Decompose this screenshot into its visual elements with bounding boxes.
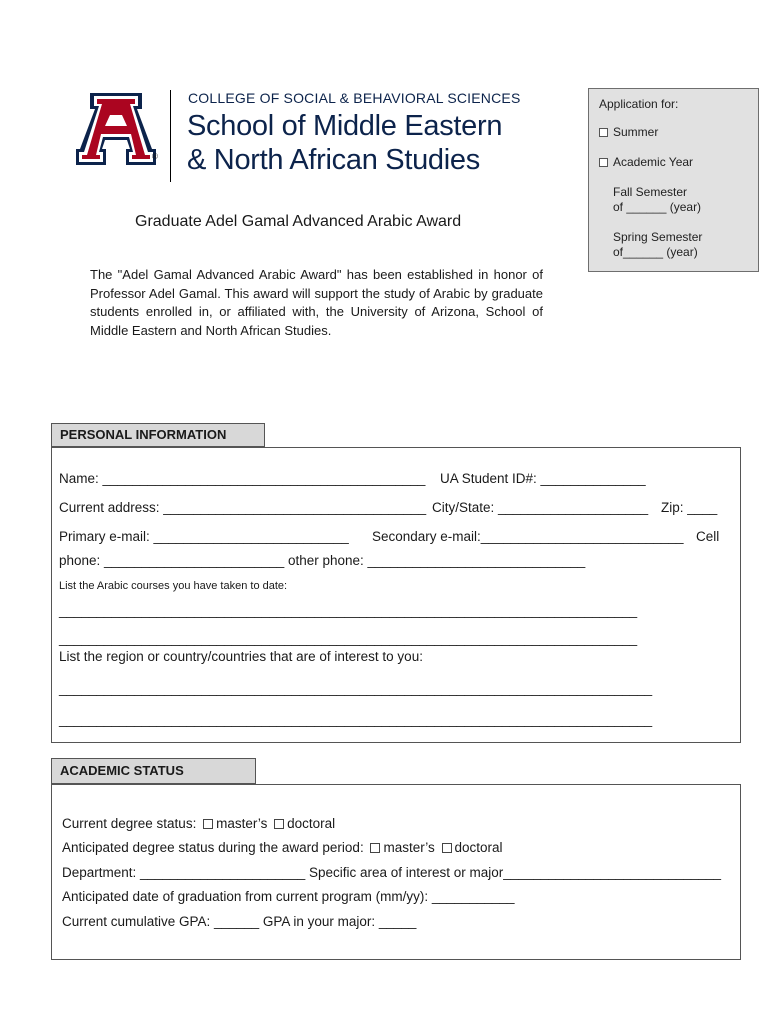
summer-checkbox[interactable] xyxy=(599,128,608,137)
anticipated-status-label: Anticipated degree status during the award period: xyxy=(62,840,364,855)
award-title: Graduate Adel Gamal Advanced Arabic Award xyxy=(135,213,462,230)
fall-semester-year[interactable]: of ______ (year) xyxy=(613,200,702,214)
degree-doctoral-checkbox[interactable] xyxy=(274,819,284,829)
region-blank-1[interactable]: _______________________________________________________________________________ xyxy=(59,681,653,696)
city-state-field[interactable]: City/State: ____________________ xyxy=(432,500,649,515)
courses-blank-1[interactable]: _____________________________________________________________________________ xyxy=(59,603,638,618)
courses-blank-2[interactable]: _____________________________________________________________________________ xyxy=(59,631,638,646)
primary-email-field[interactable]: Primary e-mail: __________________________ xyxy=(59,529,349,544)
degree-status-label: Current degree status: xyxy=(62,816,197,831)
student-id-field[interactable]: UA Student ID#: ______________ xyxy=(440,471,646,486)
fall-semester-label: Fall Semester xyxy=(613,185,688,199)
college-name: COLLEGE OF SOCIAL & BEHAVIORAL SCIENCES xyxy=(188,90,521,106)
summer-label: Summer xyxy=(613,125,659,139)
degree-masters-label: master’s xyxy=(216,816,268,831)
secondary-email-field[interactable]: Secondary e-mail:___________________________ xyxy=(372,529,684,544)
courses-label: List the Arabic courses you have taken to date: xyxy=(59,580,288,592)
application-for-box xyxy=(588,88,759,272)
academic-status-heading: ACADEMIC STATUS xyxy=(51,758,256,784)
spring-semester-year[interactable]: of______ (year) xyxy=(613,245,698,259)
summer-option[interactable] xyxy=(599,125,658,139)
degree-masters-checkbox[interactable] xyxy=(203,819,213,829)
logo-divider xyxy=(170,90,171,182)
academic-year-option[interactable] xyxy=(599,155,693,169)
degree-doctoral-label: doctoral xyxy=(287,816,336,831)
application-for-label: Application for: xyxy=(599,97,679,111)
address-field[interactable]: Current address: ___________________________________ xyxy=(59,500,427,515)
anticipated-doctoral-label: doctoral xyxy=(454,840,503,855)
cell-label: Cell xyxy=(696,529,720,544)
academic-status-section xyxy=(51,784,741,960)
anticipated-doctoral-checkbox[interactable] xyxy=(442,843,452,853)
personal-info-section xyxy=(51,447,741,743)
phone-field[interactable]: phone: ________________________ other phone: _____________________________ xyxy=(59,553,586,568)
spring-semester-label: Spring Semester xyxy=(613,230,703,244)
award-intro: The "Adel Gamal Advanced Arabic Award" has been established in honor of Professor Adel Gamal. This award will support the study of Arabic by graduate students enrolled in, or affiliated with, the University of Arizona, School of Middle Eastern and North African Studies. xyxy=(90,267,543,338)
zip-field[interactable]: Zip: ____ xyxy=(661,500,718,515)
school-name-line2: & North African Studies xyxy=(187,144,480,176)
name-field[interactable]: Name: ___________________________________________ xyxy=(59,471,426,486)
gpa-field[interactable]: Current cumulative GPA: ______ GPA in your major: _____ xyxy=(62,914,417,929)
anticipated-masters-label: master’s xyxy=(383,840,435,855)
department-field[interactable]: Department: ______________________ Specific area of interest or major_____________________________ xyxy=(62,865,722,880)
anticipated-status-row xyxy=(62,840,503,855)
academic-year-label: Academic Year xyxy=(613,155,694,169)
region-blank-2[interactable]: _______________________________________________________________________________ xyxy=(59,712,653,727)
personal-info-heading: PERSONAL INFORMATION xyxy=(51,423,265,447)
school-name-line1: School of Middle Eastern xyxy=(187,110,503,142)
anticipated-masters-checkbox[interactable] xyxy=(370,843,380,853)
academic-year-checkbox[interactable] xyxy=(599,158,608,167)
region-label: List the region or country/countries that are of interest to you: xyxy=(59,649,423,664)
degree-status-row xyxy=(62,816,335,831)
registered-mark: ® xyxy=(152,152,158,161)
graduation-date-field[interactable]: Anticipated date of graduation from current program (mm/yy): ___________ xyxy=(62,889,515,904)
university-logo-icon xyxy=(76,93,156,165)
